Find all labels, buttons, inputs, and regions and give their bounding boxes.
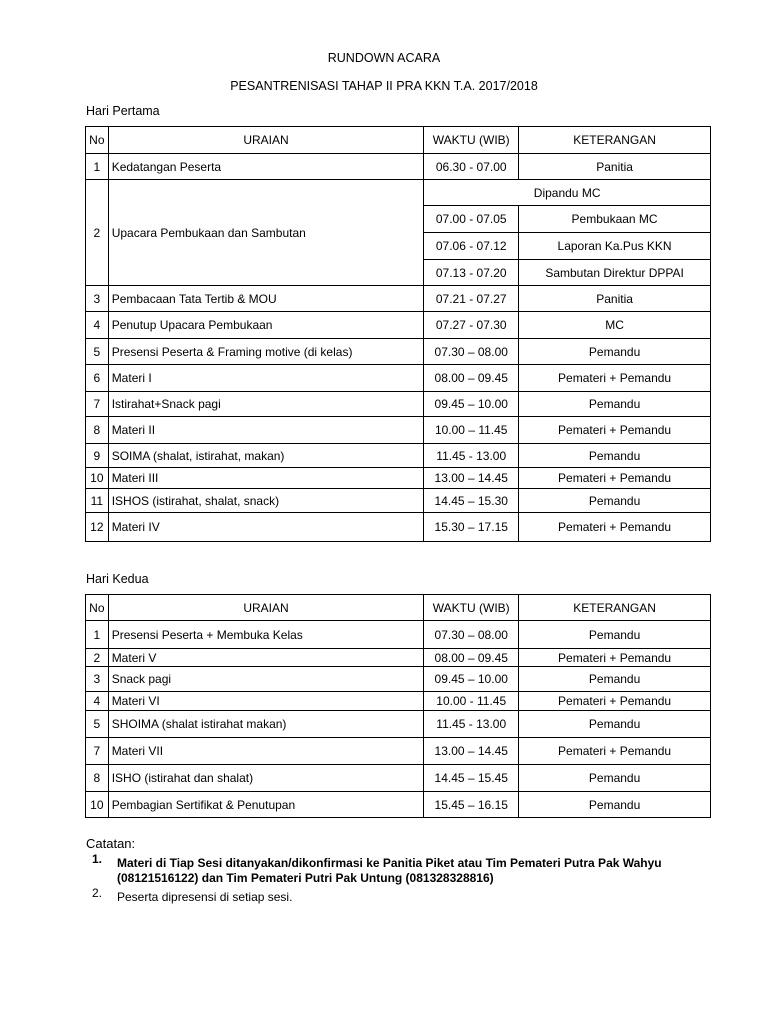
row-waktu: 07.21 - 07.27: [424, 286, 519, 312]
row-waktu: 06.30 - 07.00: [424, 154, 519, 180]
document-title: RUNDOWN ACARA: [327, 51, 441, 65]
row-waktu: 09.45 – 10.00: [424, 392, 519, 417]
row-no: 9: [86, 444, 109, 468]
row-keterangan: MC: [519, 312, 711, 339]
table-row: [86, 312, 711, 339]
row-keterangan: Pemateri + Pemandu: [519, 649, 711, 667]
row-no: 7: [86, 392, 109, 417]
row-no: 5: [86, 711, 109, 738]
row-keterangan: Pemateri + Pemandu: [519, 738, 711, 765]
col-header-uraian: URAIAN: [108, 595, 424, 621]
col-header-waktu: WAKTU (WIB): [424, 595, 519, 621]
row-uraian: Materi IV: [108, 513, 424, 542]
row-no: 8: [86, 417, 109, 444]
table-row: [86, 667, 711, 692]
row-waktu: 13.00 – 14.45: [424, 468, 519, 489]
table-row: [86, 692, 711, 711]
row-uraian: ISHOS (istirahat, shalat, snack): [108, 489, 424, 513]
row-keterangan: Pemateri + Pemandu: [519, 365, 711, 392]
row-note-dipandu: Dipandu MC: [424, 180, 711, 206]
row-keterangan: Pemandu: [519, 711, 711, 738]
table-row: [86, 738, 711, 765]
table-row: [86, 649, 711, 667]
table-row: [86, 392, 711, 417]
row-no: 2: [86, 649, 109, 667]
row-uraian: Presensi Peserta & Framing motive (di kelas): [108, 339, 424, 365]
row-waktu: 07.30 – 08.00: [424, 621, 519, 649]
table-row: [86, 513, 711, 542]
col-header-keterangan: KETERANGAN: [519, 595, 711, 621]
row-keterangan: Panitia: [519, 286, 711, 312]
table-row: [86, 417, 711, 444]
row-no: 7: [86, 738, 109, 765]
row-keterangan: Pemateri + Pemandu: [519, 468, 711, 489]
table-header-row: [86, 127, 711, 154]
row-waktu: 07.00 - 07.05: [424, 206, 519, 233]
row-no: 3: [86, 667, 109, 692]
row-uraian: Materi II: [108, 417, 424, 444]
table-row: [86, 154, 711, 180]
row-keterangan: Pemandu: [519, 667, 711, 692]
row-keterangan: Pemandu: [519, 765, 711, 792]
row-waktu: 07.13 - 07.20: [424, 260, 519, 286]
notes-title: Catatan:: [86, 836, 136, 851]
row-waktu: 15.45 – 16.15: [424, 792, 519, 818]
row-waktu: 10.00 – 11.45: [424, 417, 519, 444]
row-no: 6: [86, 365, 109, 392]
table-row: [86, 792, 711, 818]
note-item: [92, 852, 712, 886]
row-no: 4: [86, 312, 109, 339]
table-row: [86, 621, 711, 649]
day2-label: Hari Kedua: [86, 572, 149, 586]
note-number: 2.: [92, 886, 103, 900]
row-keterangan: Panitia: [519, 154, 711, 180]
row-keterangan: Pemateri + Pemandu: [519, 513, 711, 542]
row-waktu: 09.45 – 10.00: [424, 667, 519, 692]
table-header-row: [86, 595, 711, 621]
table-row: [86, 365, 711, 392]
row-keterangan: Laporan Ka.Pus KKN: [519, 233, 711, 260]
row-waktu: 07.30 – 08.00: [424, 339, 519, 365]
table-row: [86, 339, 711, 365]
row-no: 10: [86, 468, 109, 489]
row-uraian: SHOIMA (shalat istirahat makan): [108, 711, 424, 738]
table-row: [86, 286, 711, 312]
row-no: 4: [86, 692, 109, 711]
row-uraian: Presensi Peserta + Membuka Kelas: [108, 621, 424, 649]
col-header-no: No: [86, 127, 109, 154]
col-header-no: No: [86, 595, 109, 621]
day2-schedule-table: [85, 594, 711, 818]
row-waktu: 10.00 - 11.45: [424, 692, 519, 711]
row-uraian: Upacara Pembukaan dan Sambutan: [108, 180, 424, 286]
row-keterangan: Pemandu: [519, 792, 711, 818]
document-subtitle: PESANTRENISASI TAHAP II PRA KKN T.A. 2017/2018: [230, 79, 538, 93]
row-no: 1: [86, 154, 109, 180]
table-row: [86, 711, 711, 738]
row-waktu: 14.45 – 15.45: [424, 765, 519, 792]
table-row: [86, 489, 711, 513]
row-keterangan: Pemateri + Pemandu: [519, 417, 711, 444]
row-uraian: SOIMA (shalat, istirahat, makan): [108, 444, 424, 468]
table-row: [86, 765, 711, 792]
notes-list: [92, 852, 712, 909]
row-waktu: 07.06 - 07.12: [424, 233, 519, 260]
row-keterangan: Pemateri + Pemandu: [519, 692, 711, 711]
row-no: 10: [86, 792, 109, 818]
row-uraian: Materi I: [108, 365, 424, 392]
row-no: 1: [86, 621, 109, 649]
row-uraian: Istirahat+Snack pagi: [108, 392, 424, 417]
table-row: [86, 468, 711, 489]
note-text: Materi di Tiap Sesi ditanyakan/dikonfirmasi ke Panitia Piket atau Tim Pemateri Putra Pak Wahyu (08121516122) dan Tim Pemateri Putri Pak Untung (081328328816): [117, 856, 662, 885]
row-uraian: Pembacaan Tata Tertib & MOU: [108, 286, 424, 312]
row-uraian: Materi VI: [108, 692, 424, 711]
row-no: 8: [86, 765, 109, 792]
col-header-uraian: URAIAN: [108, 127, 424, 154]
row-no: 12: [86, 513, 109, 542]
row-no: 3: [86, 286, 109, 312]
row-uraian: Penutup Upacara Pembukaan: [108, 312, 424, 339]
row-keterangan: Pemandu: [519, 444, 711, 468]
row-uraian: Materi III: [108, 468, 424, 489]
row-waktu: 11.45 - 13.00: [424, 444, 519, 468]
row-keterangan: Pemandu: [519, 621, 711, 649]
row-no: 5: [86, 339, 109, 365]
table-row: [86, 180, 711, 206]
row-waktu: 08.00 – 09.45: [424, 365, 519, 392]
row-uraian: Materi V: [108, 649, 424, 667]
row-waktu: 14.45 – 15.30: [424, 489, 519, 513]
row-waktu: 11.45 - 13.00: [424, 711, 519, 738]
row-waktu: 13.00 – 14.45: [424, 738, 519, 765]
day1-schedule-table: [85, 126, 711, 542]
row-waktu: 08.00 – 09.45: [424, 649, 519, 667]
row-keterangan: Pemandu: [519, 489, 711, 513]
row-uraian: Snack pagi: [108, 667, 424, 692]
note-number: 1.: [92, 852, 103, 866]
col-header-keterangan: KETERANGAN: [519, 127, 711, 154]
col-header-waktu: WAKTU (WIB): [424, 127, 519, 154]
row-keterangan: Pembukaan MC: [519, 206, 711, 233]
row-uraian: ISHO (istirahat dan shalat): [108, 765, 424, 792]
note-text: Peserta dipresensi di setiap sesi.: [117, 890, 293, 904]
day1-label: Hari Pertama: [86, 104, 160, 118]
row-no: 2: [86, 180, 109, 286]
row-keterangan: Pemandu: [519, 392, 711, 417]
row-keterangan: Sambutan Direktur DPPAI: [519, 260, 711, 286]
note-item: [92, 886, 712, 905]
row-keterangan: Pemandu: [519, 339, 711, 365]
row-uraian: Materi VII: [108, 738, 424, 765]
table-row: [86, 444, 711, 468]
row-no: 11: [86, 489, 109, 513]
row-waktu: 07.27 - 07.30: [424, 312, 519, 339]
row-uraian: Pembagian Sertifikat & Penutupan: [108, 792, 424, 818]
row-uraian: Kedatangan Peserta: [108, 154, 424, 180]
row-waktu: 15.30 – 17.15: [424, 513, 519, 542]
